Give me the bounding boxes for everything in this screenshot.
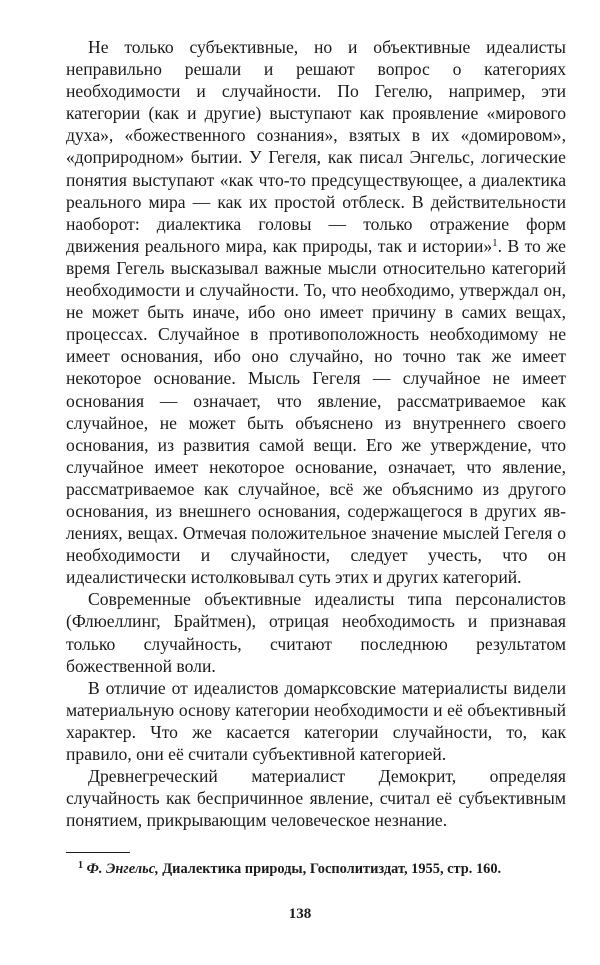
paragraph-1-text-before-note: Не только субъективные, но и объективные идеалисты неправильно решали и решают вопрос о категориях необходимости и случайности. По Гегелю, например, эти категории (как и другие) выступают как проявление «мирового духа», «божественного сознания», взятых в их «домировом», «доприродном» бытии. У Гегеля, как писал Энгельс, логические понятия выступают «как что-то предсуществующее, а диалектика реального мира — как их простой отблеск. В действительности наоборот: диалектика головы — только отражение форм движения реального мира, как природы, так и истории» [66,37,566,256]
footnote-author: Ф. Энгельс, [86,861,159,877]
footnote-reference: 1 [492,236,498,249]
paragraph-2: Современные объективные идеалисты типа персоналистов (Флюеллинг, Брайтмен), отрицая необходимость и признавая только случайность, считают последнюю результатом божественной воли. [66,589,566,676]
page-number: 138 [288,906,312,922]
paragraph-4: Древнегреческий материалист Демокрит, определяя случайность как беспричинное явление, считал её субъективным понятием, прикрывающим человеческое незнание. [66,766,566,831]
paragraph-1-text-after-note: . В то же время Гегель высказывал важные мысли относительно категорий необходимости и случайности. То, что необходимо, утверждал он, не может быть иначе, ибо оно имеет причину в самих вещах, процессах. Случайное в противоположность необходимому не имеет основания, ибо оно случайно, но точно так же имеет некоторое основание. Мысль Гегеля — случайное не имеет основания — означает, что явление, рассматриваемое как случайное, не может быть объяснено из внутреннего своего основания, из развития самой вещи. Его же утверждение, что случайное имеет некоторое основание, означает, что явление, рассматриваемое как случайное, всё же объяснимо из другого основания, из внешнего основания, содержащегося в других явлениях, вещах. Отмечая положительное значение мыслей Гегеля о необходимости и случайности, следует учесть, что он идеалистически истолковывал суть этих и других категорий. [66,235,566,588]
main-text [66,36,566,831]
footnote-divider [66,852,130,853]
footnote-marker: 1 [78,860,83,871]
paragraph-1 [66,36,566,588]
paragraph-3: В отличие от идеалистов домарксовские материалисты видели материальную основу категории необходимости и её объективный характер. Что же касается категории случайности, то, как правило, они её считали субъективной категорией. [66,677,566,764]
footnote-text: Диалектика природы, Госполитиздат, 1955, стр. 160. [158,861,502,877]
footnote [66,860,566,879]
